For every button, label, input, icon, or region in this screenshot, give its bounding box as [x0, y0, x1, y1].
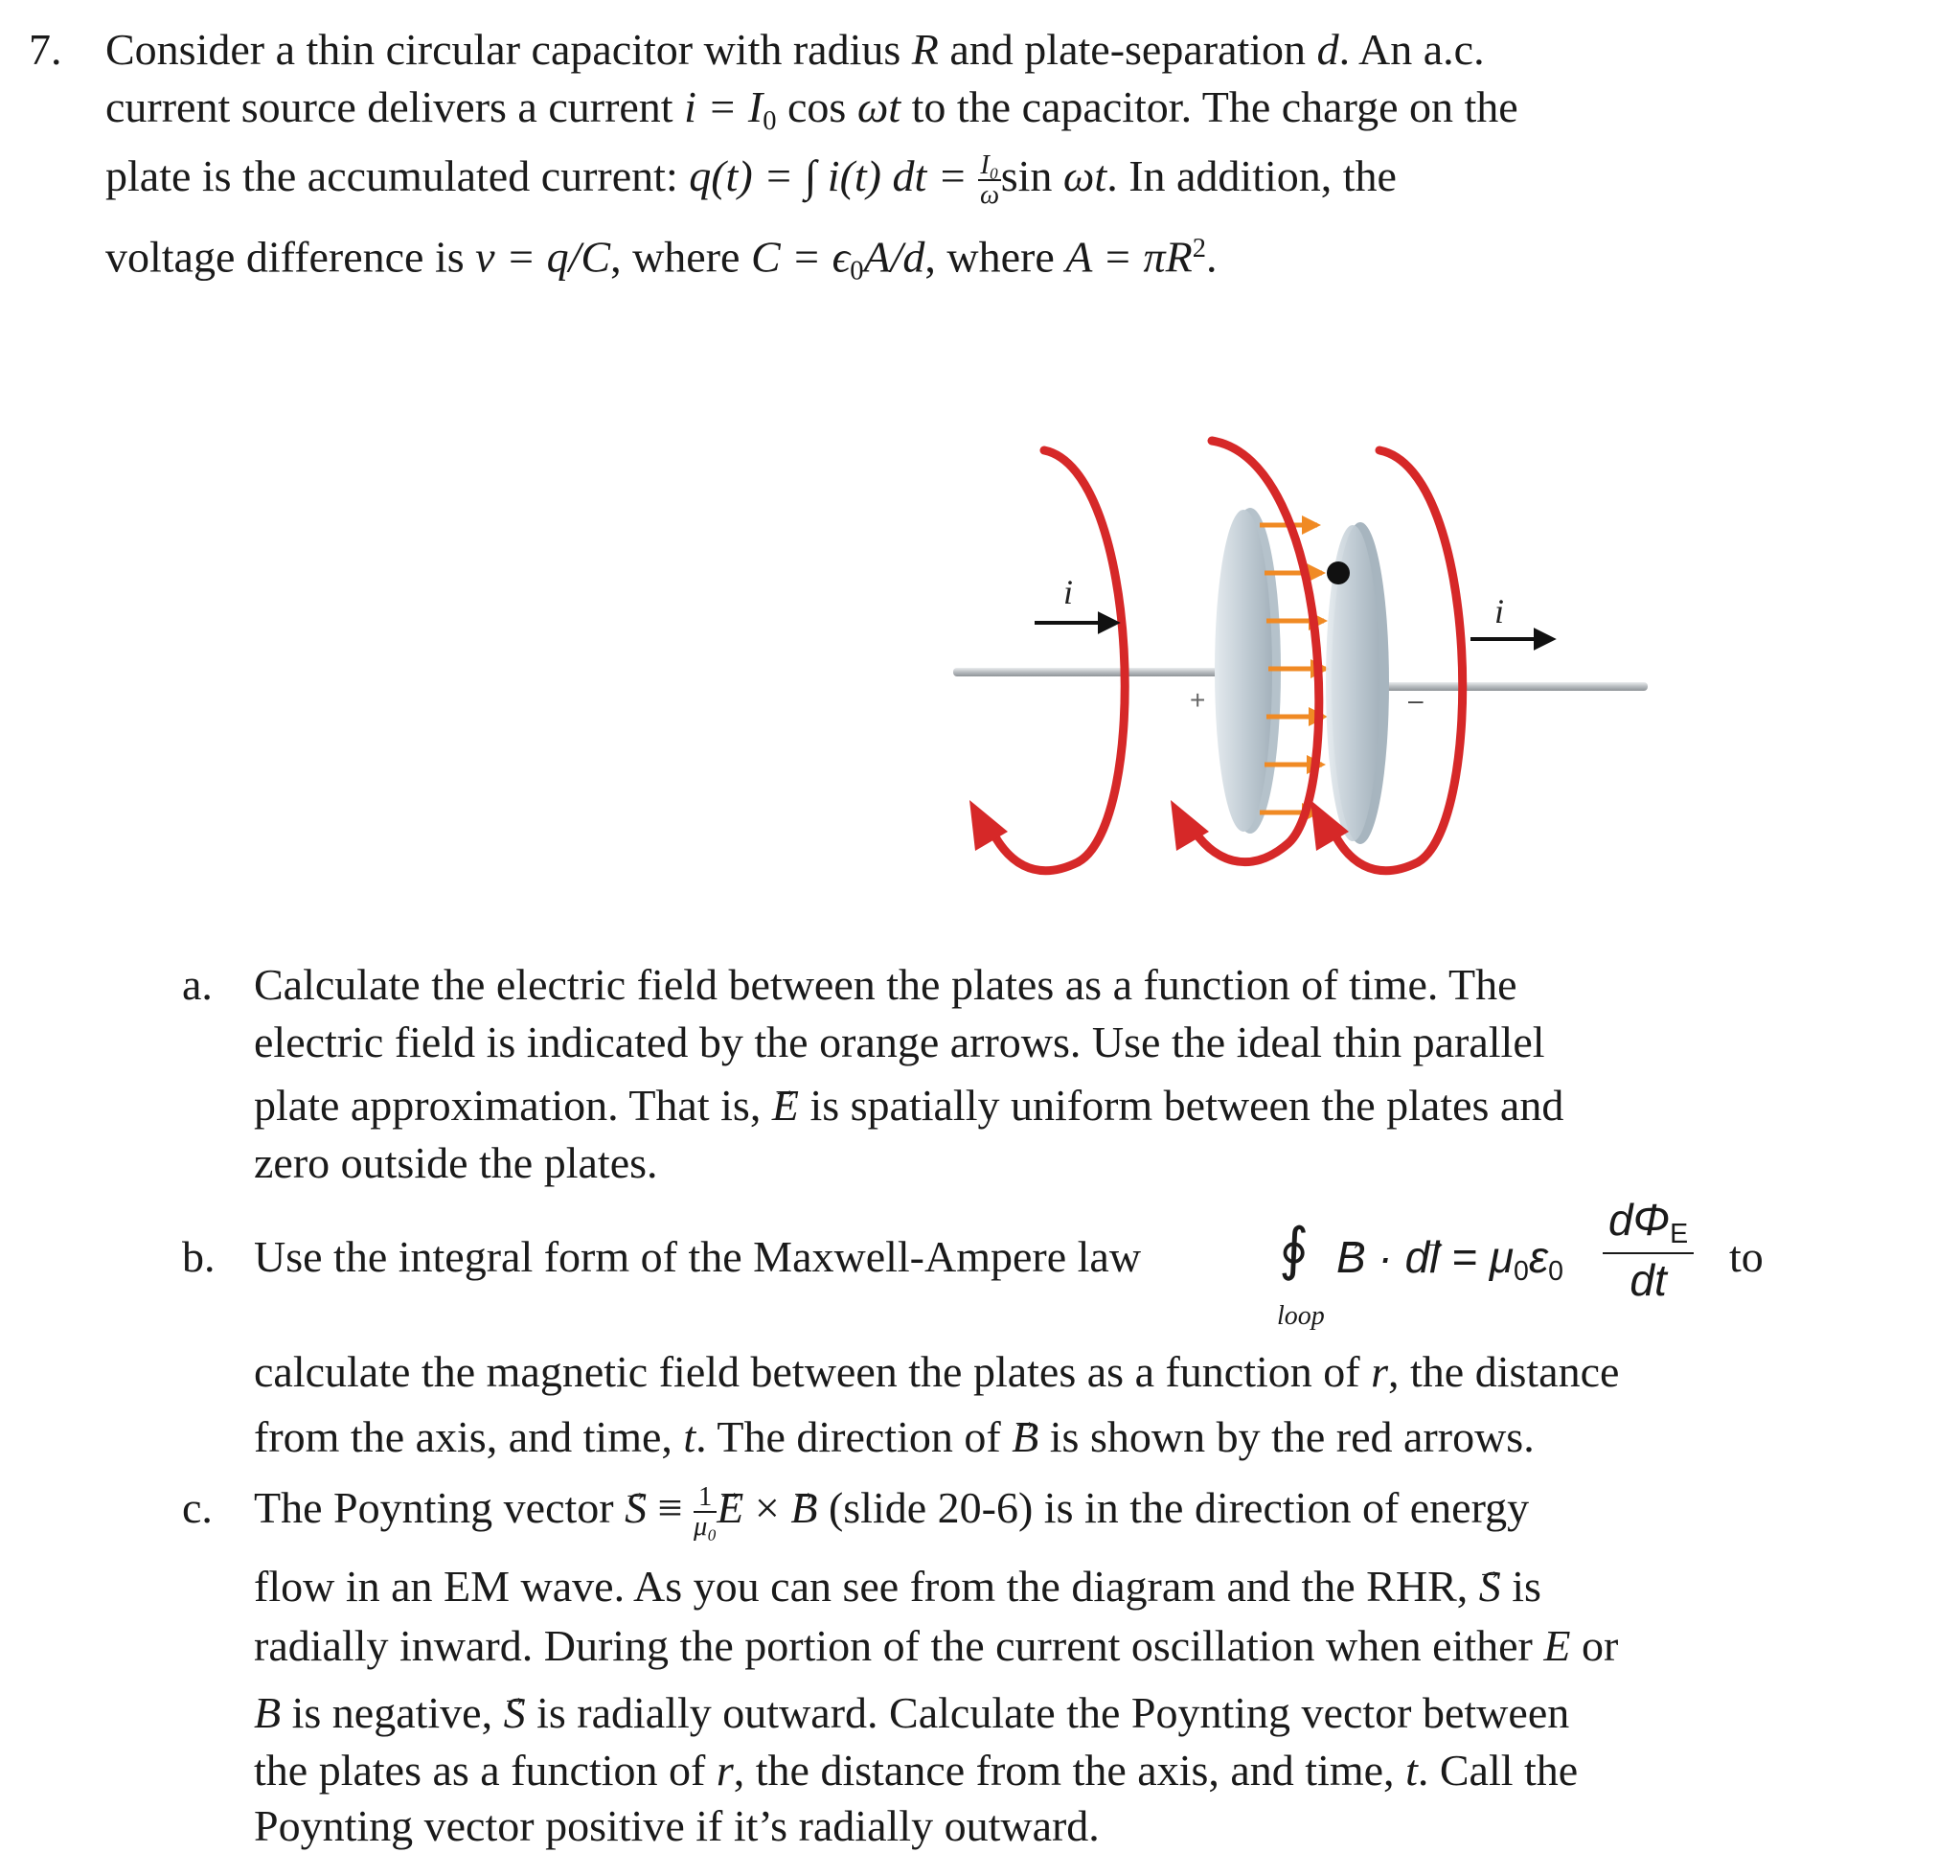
part-c-line-4: B is negative, → S is radially outward. Calculate the Poynting vector between	[254, 1686, 1569, 1740]
part-c-line-3: radially inward. During the portion of the current oscillation when either E or	[254, 1621, 1619, 1670]
intro-line-4: voltage difference is v = q/C, where $C = \epsilon_0A/d$, where $A = \pi R^2$.	[105, 232, 1218, 286]
part-a-line-2: electric field is indicated by the orange arrows. Use the ideal thin parallel	[254, 1018, 1545, 1066]
part-a-line-1: Calculate the electric field between the plates as a function of time. The	[254, 960, 1517, 1009]
intro-line-3: plate is the accumulated current: q(t) = ∫ i(t) dt = $\frac{\text{I₀}}{\omega}$ sin ωt. In addition, the	[105, 149, 1397, 211]
part-b-line-3: from the axis, and time, t. The direction of → B is shown by the red arrows.	[254, 1410, 1535, 1464]
capacitor-diagram	[920, 412, 1705, 910]
intro-line-1: Consider a thin circular capacitor with radius R and plate-separation d. An a.c.	[105, 25, 1485, 74]
part-b-to: to	[1729, 1232, 1764, 1281]
part-b-line-2: calculate the magnetic field between the plates as a function of r, the distance	[254, 1347, 1620, 1396]
part-c-line-5: the plates as a function of r, the distance from the axis, and time, t. Call the	[254, 1746, 1579, 1795]
part-a-letter: a.	[182, 960, 213, 1009]
part-c-line-6: Poynting vector positive if it’s radially outward.	[254, 1801, 1100, 1850]
part-c-line-1: The Poynting vector → S ≡ $\frac{1}{\text{μ₀}}$ → E × → B (slide 20-6) is in the direction of energy	[254, 1481, 1529, 1542]
intro-line-2: current source delivers a current $i = I_0$ cos ωt to the capacitor. The charge on the	[105, 82, 1518, 136]
current-label-left: i	[1063, 573, 1074, 611]
part-a-line-3: plate approximation. That is, → E is spatially uniform between the plates and	[254, 1079, 1563, 1132]
current-label-right: i	[1494, 592, 1505, 630]
charge-fraction: $\frac{\text{I₀}}{\omega}$	[979, 149, 1000, 211]
plus-sign: +	[1190, 685, 1206, 715]
poynting-fraction: $\frac{1}{\text{μ₀}}$	[694, 1481, 718, 1543]
problem-number: 7.	[29, 25, 62, 74]
minus-sign: –	[1408, 685, 1424, 715]
part-c-line-2: flow in an EM wave. As you can see from the diagram and the RHR, → S is	[254, 1560, 1541, 1613]
left-wire	[953, 668, 1245, 676]
part-c-letter: c.	[182, 1483, 213, 1532]
part-b-letter: b.	[182, 1232, 216, 1281]
part-a-line-4: zero outside the plates.	[254, 1138, 658, 1187]
field-point-marker	[1327, 561, 1350, 584]
part-b-line-1: Use the integral form of the Maxwell-Ampere law	[254, 1232, 1142, 1281]
